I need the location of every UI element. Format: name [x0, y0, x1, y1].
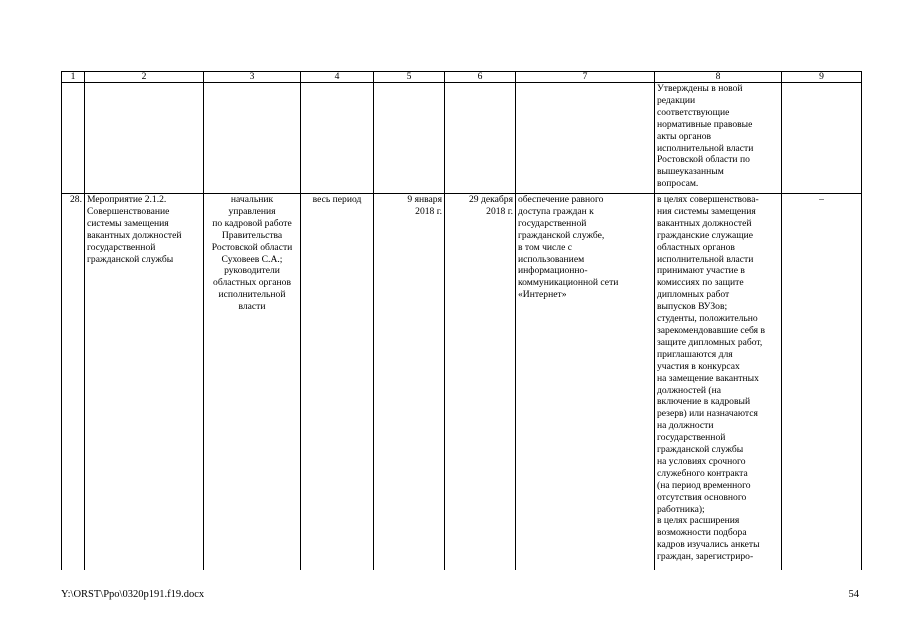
table-row [62, 83, 862, 194]
responsible-cell: начальник управления по кадровой работе Правительства Ростовской области Суховеев С.А.; руководители областных органов исполнительной власти [204, 194, 301, 571]
measure-cell: Мероприятие 2.1.2. Совершенствование системы замещения вакантных должностей государственной гражданской службы [85, 194, 204, 571]
header-cell: 3 [204, 72, 301, 83]
result-cell: обеспечение равного доступа граждан к государственной гражданской службе, в том числе с использованием информационно- коммуникационной сети «Интернет» [516, 194, 655, 571]
header-cell: 9 [782, 72, 862, 83]
empty-cell [301, 83, 374, 194]
empty-cell [445, 83, 516, 194]
header-cell: 6 [445, 72, 516, 83]
row-number: 28. [62, 194, 85, 571]
measures-table [61, 71, 862, 570]
header-cell: 7 [516, 72, 655, 83]
header-cell: 5 [374, 72, 445, 83]
empty-cell [204, 83, 301, 194]
header-cell: 2 [85, 72, 204, 83]
page-number: 54 [848, 589, 859, 600]
header-row [62, 72, 862, 83]
empty-cell [516, 83, 655, 194]
file-path: Y:\ORST\Ppo\0320p191.f19.docx [61, 589, 205, 600]
empty-cell [62, 83, 85, 194]
note-cell: – [782, 194, 862, 571]
empty-cell [85, 83, 204, 194]
header-cell: 4 [301, 72, 374, 83]
header-cell: 1 [62, 72, 85, 83]
status-cell: в целях совершенствова- ния системы замещения вакантных должностей гражданские служащие областных органов исполнительной власти принимают участие в комиссиях по защите дипломных работ выпусков ВУЗов; студенты, положительно зарекомендовавшие себя в защите дипломных работ, приглашаются для участия в конкурсах на замещение вакантных должностей (на включение в кадровый резерв) или назначаются на должности государственной гражданской службы на условиях срочного служебного контракта (на период временного отсутствия основного работника); в целях расширения возможности подбора кадров изучались анкеты граждан, зарегистриро- [655, 194, 782, 571]
table-row [62, 194, 862, 571]
header-cell: 8 [655, 72, 782, 83]
status-cell: Утверждены в новой редакции соответствующие нормативные правовые акты органов исполнительной власти Ростовской области по вышеуказанным вопросам. [655, 83, 782, 194]
end-date-cell: 29 декабря 2018 г. [445, 194, 516, 571]
empty-cell [374, 83, 445, 194]
start-date-cell: 9 января 2018 г. [374, 194, 445, 571]
empty-cell [782, 83, 862, 194]
period-cell: весь период [301, 194, 374, 571]
